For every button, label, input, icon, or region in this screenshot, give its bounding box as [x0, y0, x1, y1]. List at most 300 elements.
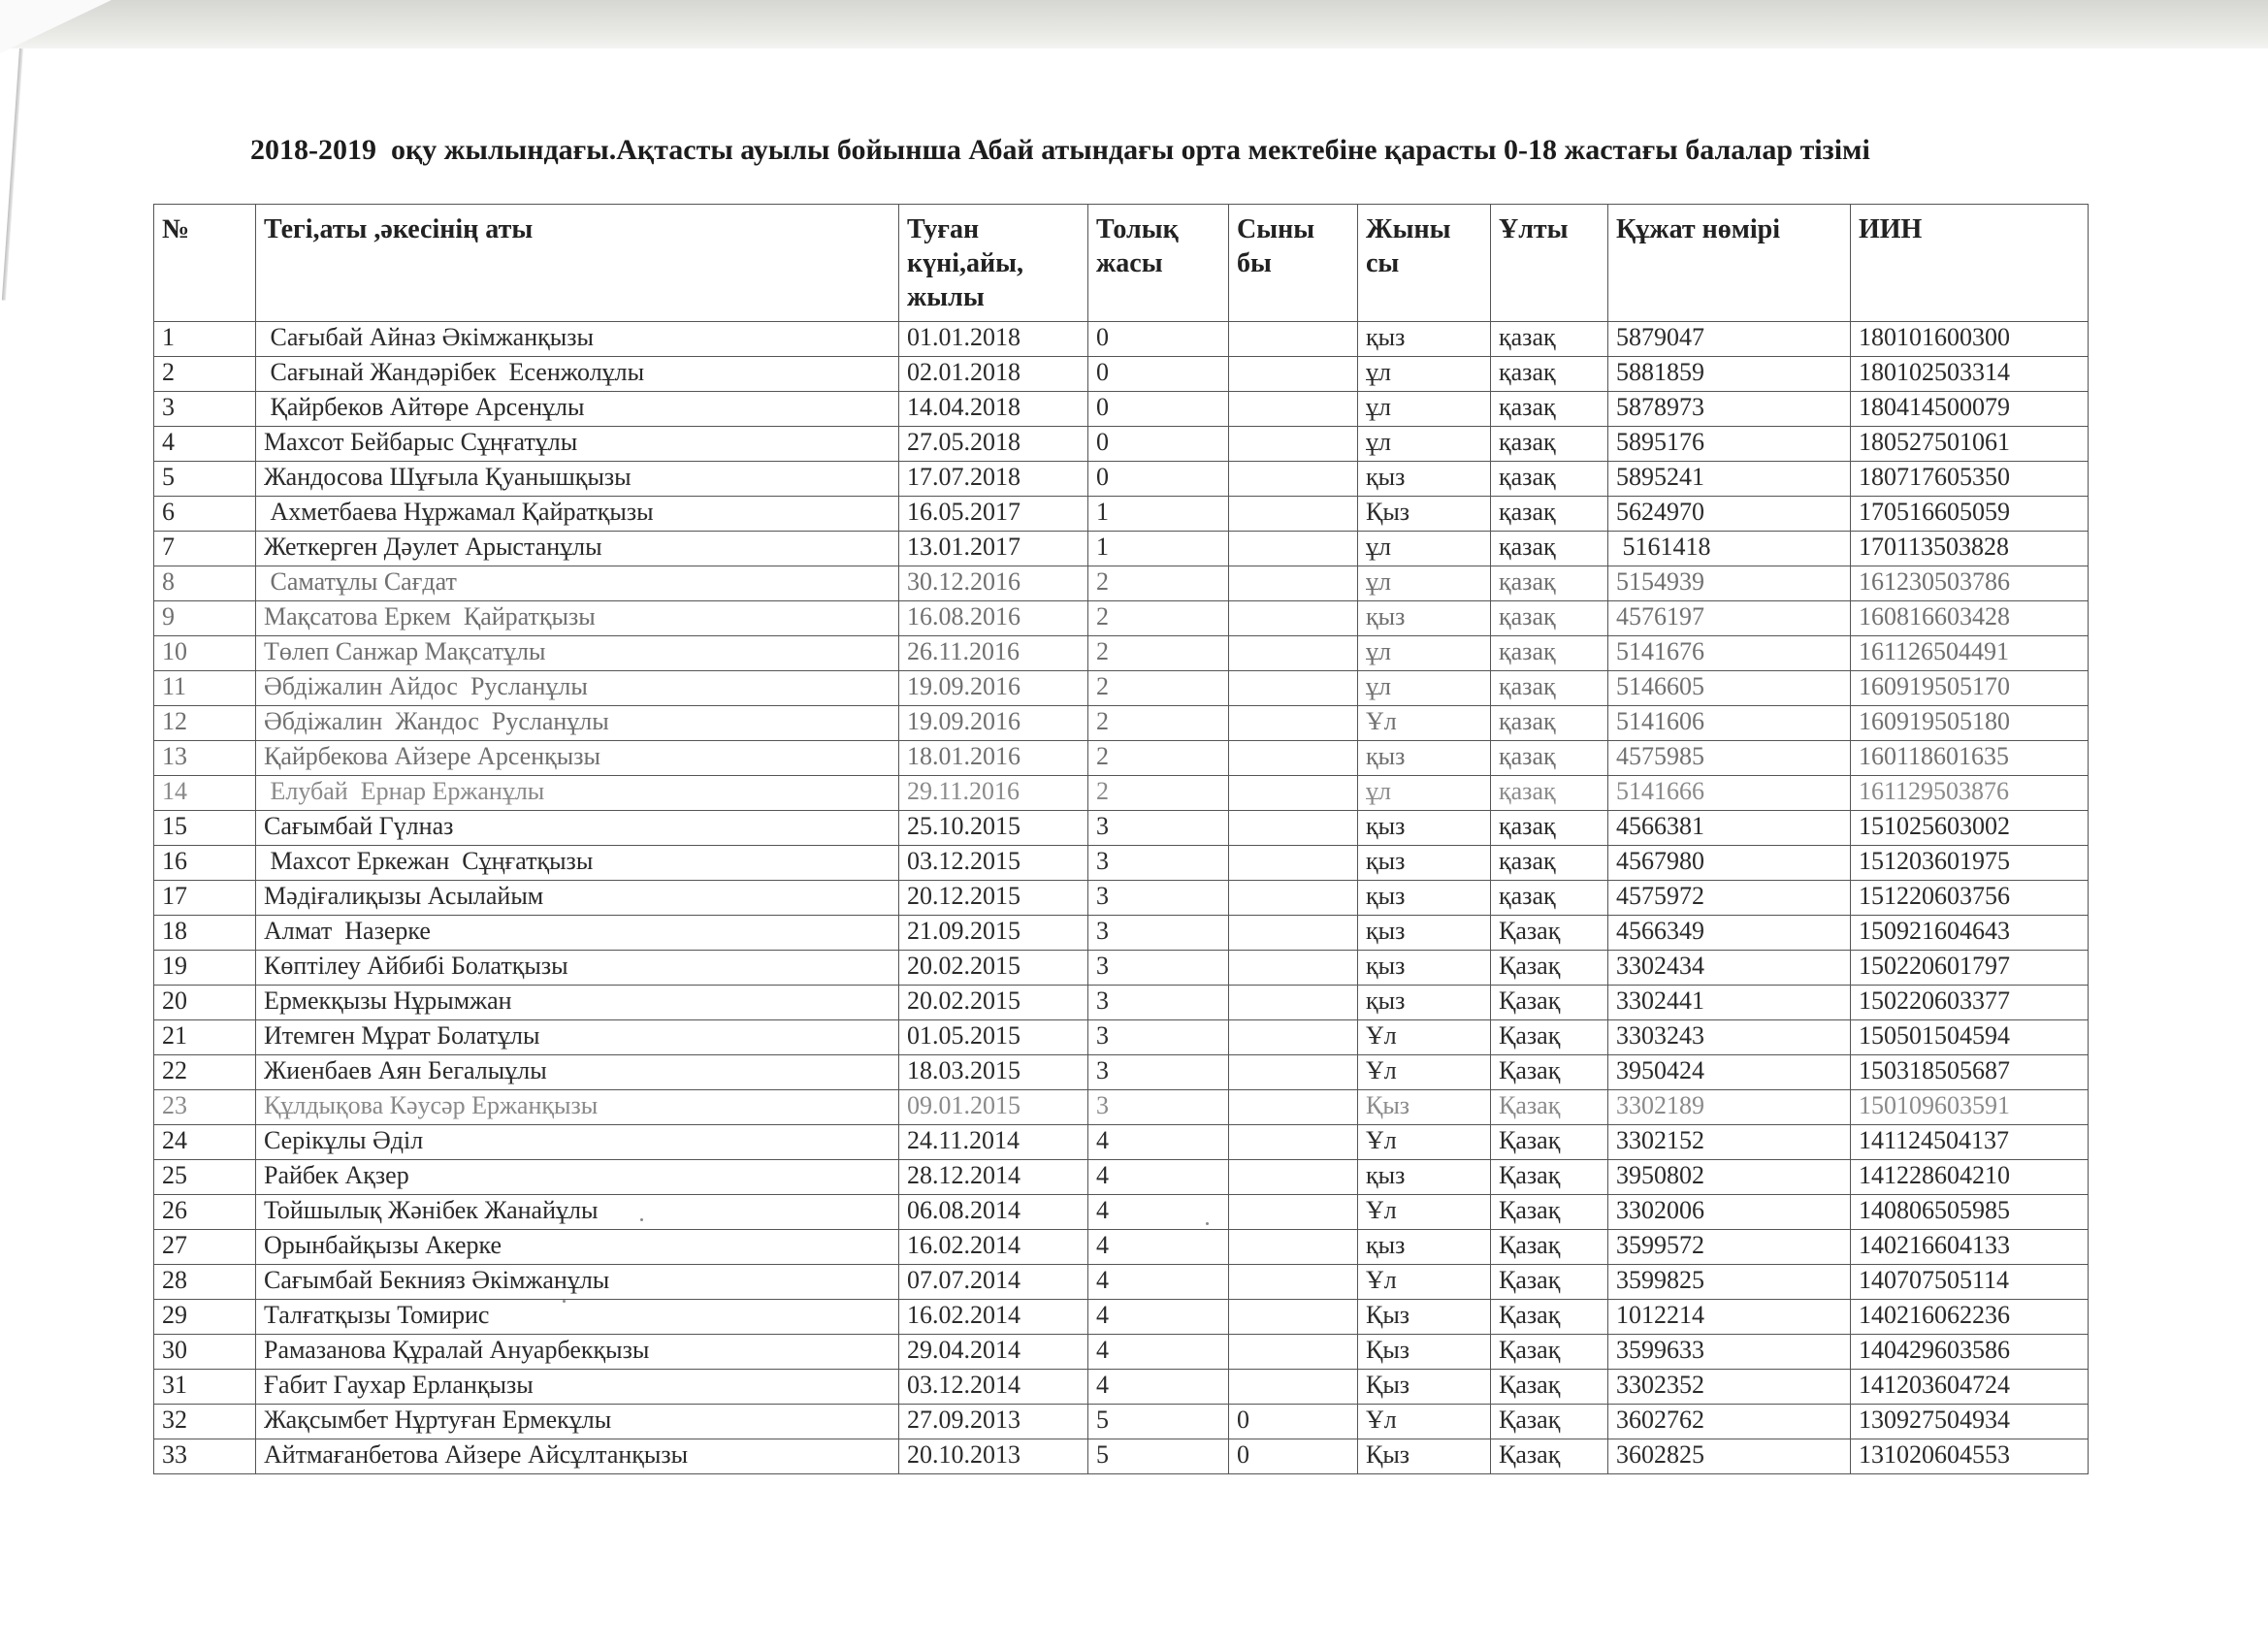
row-document-number: 1012214 — [1608, 1300, 1851, 1335]
row-date-of-birth: 03.12.2014 — [899, 1370, 1088, 1405]
row-document-number: 4576197 — [1608, 601, 1851, 636]
row-iin: 160919505170 — [1851, 671, 2089, 706]
row-full-name: Итемген Мұрат Болатұлы — [256, 1020, 899, 1055]
row-sex: Ұл — [1358, 706, 1491, 741]
row-iin: 161126504491 — [1851, 636, 2089, 671]
row-sex: Ұл — [1358, 1195, 1491, 1230]
row-number: 21 — [154, 1020, 256, 1055]
row-grade — [1229, 1195, 1358, 1230]
row-sex: ұл — [1358, 776, 1491, 811]
header-iin: ИИН — [1851, 205, 2089, 322]
row-iin: 161129503876 — [1851, 776, 2089, 811]
table-row — [154, 1055, 2089, 1090]
row-iin: 150220601797 — [1851, 951, 2089, 986]
row-date-of-birth: 24.11.2014 — [899, 1125, 1088, 1160]
row-document-number: 5879047 — [1608, 322, 1851, 357]
row-full-age: 4 — [1088, 1335, 1229, 1370]
row-full-age: 3 — [1088, 1090, 1229, 1125]
row-date-of-birth: 06.08.2014 — [899, 1195, 1088, 1230]
table-row — [154, 1160, 2089, 1195]
table-row — [154, 357, 2089, 392]
row-iin: 150921604643 — [1851, 916, 2089, 951]
row-sex: қыз — [1358, 846, 1491, 881]
row-nationality: Қазақ — [1491, 1230, 1608, 1265]
row-sex: қыз — [1358, 1230, 1491, 1265]
row-full-age: 2 — [1088, 566, 1229, 601]
row-iin: 140707505114 — [1851, 1265, 2089, 1300]
row-sex: ұл — [1358, 671, 1491, 706]
table-row — [154, 636, 2089, 671]
row-document-number: 5161418 — [1608, 532, 1851, 566]
table-row — [154, 1335, 2089, 1370]
row-number: 24 — [154, 1125, 256, 1160]
row-grade — [1229, 881, 1358, 916]
table-row — [154, 1090, 2089, 1125]
row-document-number: 3302189 — [1608, 1090, 1851, 1125]
row-full-name: Әбдіжалин Жандос Русланұлы — [256, 706, 899, 741]
row-number: 23 — [154, 1090, 256, 1125]
row-iin: 140216062236 — [1851, 1300, 2089, 1335]
row-sex: қыз — [1358, 916, 1491, 951]
row-sex: қыз — [1358, 462, 1491, 497]
row-date-of-birth: 17.07.2018 — [899, 462, 1088, 497]
row-number: 32 — [154, 1405, 256, 1439]
row-number: 14 — [154, 776, 256, 811]
row-full-name: Талғатқызы Томирис — [256, 1300, 899, 1335]
row-sex: ұл — [1358, 532, 1491, 566]
row-full-age: 3 — [1088, 1055, 1229, 1090]
row-nationality: Қазақ — [1491, 1439, 1608, 1474]
row-sex: Ұл — [1358, 1265, 1491, 1300]
row-nationality: қазақ — [1491, 811, 1608, 846]
row-document-number: 5141606 — [1608, 706, 1851, 741]
row-full-name: Рамазанова Құралай Ануарбекқызы — [256, 1335, 899, 1370]
row-full-name: Айтмағанбетова Айзере Айсұлтанқызы — [256, 1439, 899, 1474]
row-iin: 180527501061 — [1851, 427, 2089, 462]
row-number: 18 — [154, 916, 256, 951]
row-grade — [1229, 986, 1358, 1020]
row-date-of-birth: 03.12.2015 — [899, 846, 1088, 881]
row-document-number: 4566349 — [1608, 916, 1851, 951]
row-full-name: Орынбайқызы Акерке — [256, 1230, 899, 1265]
row-nationality: Қазақ — [1491, 1020, 1608, 1055]
header-sex-line-1: Жыны — [1366, 214, 1451, 244]
row-iin: 151203601975 — [1851, 846, 2089, 881]
header-age-line-1: Толық — [1096, 214, 1179, 244]
row-sex: ұл — [1358, 636, 1491, 671]
table-row — [154, 951, 2089, 986]
row-full-age: 5 — [1088, 1439, 1229, 1474]
header-date-of-birth — [899, 205, 1088, 322]
row-iin: 180101600300 — [1851, 322, 2089, 357]
row-grade: 0 — [1229, 1405, 1358, 1439]
row-sex: Қыз — [1358, 1370, 1491, 1405]
row-document-number: 3599572 — [1608, 1230, 1851, 1265]
row-number: 10 — [154, 636, 256, 671]
row-grade — [1229, 776, 1358, 811]
row-nationality: қазақ — [1491, 776, 1608, 811]
row-full-age: 0 — [1088, 322, 1229, 357]
row-full-age: 1 — [1088, 532, 1229, 566]
row-date-of-birth: 19.09.2016 — [899, 706, 1088, 741]
table-row — [154, 1265, 2089, 1300]
row-full-age: 4 — [1088, 1160, 1229, 1195]
row-grade — [1229, 1125, 1358, 1160]
table-row — [154, 671, 2089, 706]
row-nationality: қазақ — [1491, 601, 1608, 636]
table-row — [154, 1300, 2089, 1335]
row-number: 19 — [154, 951, 256, 986]
row-date-of-birth: 01.05.2015 — [899, 1020, 1088, 1055]
row-nationality: Қазақ — [1491, 986, 1608, 1020]
row-grade — [1229, 1335, 1358, 1370]
row-date-of-birth: 18.03.2015 — [899, 1055, 1088, 1090]
row-date-of-birth: 20.10.2013 — [899, 1439, 1088, 1474]
row-full-age: 2 — [1088, 741, 1229, 776]
row-full-age: 0 — [1088, 427, 1229, 462]
table-row — [154, 1020, 2089, 1055]
row-full-name: Жақсымбет Нұртуған Ермекұлы — [256, 1405, 899, 1439]
table-row — [154, 706, 2089, 741]
row-full-age: 3 — [1088, 986, 1229, 1020]
row-date-of-birth: 14.04.2018 — [899, 392, 1088, 427]
row-number: 12 — [154, 706, 256, 741]
row-grade — [1229, 392, 1358, 427]
row-full-name: Қайрбекова Айзере Арсенқызы — [256, 741, 899, 776]
row-nationality: қазақ — [1491, 671, 1608, 706]
row-document-number: 3302434 — [1608, 951, 1851, 986]
row-full-name: Махсот Еркежан Сұңғатқызы — [256, 846, 899, 881]
row-date-of-birth: 20.02.2015 — [899, 986, 1088, 1020]
row-iin: 140429603586 — [1851, 1335, 2089, 1370]
row-number: 17 — [154, 881, 256, 916]
row-number: 2 — [154, 357, 256, 392]
table-row — [154, 741, 2089, 776]
row-full-age: 4 — [1088, 1195, 1229, 1230]
row-grade — [1229, 1230, 1358, 1265]
row-document-number: 5895176 — [1608, 427, 1851, 462]
row-grade — [1229, 1020, 1358, 1055]
header-dob-line-1: Туған — [907, 214, 980, 244]
folded-page-corner — [0, 0, 112, 53]
row-date-of-birth: 16.05.2017 — [899, 497, 1088, 532]
table-body — [154, 322, 2089, 1474]
table-row — [154, 846, 2089, 881]
table-row — [154, 1195, 2089, 1230]
row-number: 31 — [154, 1370, 256, 1405]
row-sex: қыз — [1358, 601, 1491, 636]
row-nationality: Қазақ — [1491, 916, 1608, 951]
row-nationality: Қазақ — [1491, 1370, 1608, 1405]
row-document-number: 3599825 — [1608, 1265, 1851, 1300]
row-iin: 150220603377 — [1851, 986, 2089, 1020]
row-nationality: қазақ — [1491, 427, 1608, 462]
row-document-number: 5881859 — [1608, 357, 1851, 392]
row-full-name: Жандосова Шұғыла Қуанышқызы — [256, 462, 899, 497]
row-grade — [1229, 497, 1358, 532]
row-grade — [1229, 671, 1358, 706]
row-full-name: Елубай Ернар Ержанұлы — [256, 776, 899, 811]
row-document-number: 3302152 — [1608, 1125, 1851, 1160]
row-date-of-birth: 21.09.2015 — [899, 916, 1088, 951]
row-sex: Қыз — [1358, 1335, 1491, 1370]
row-sex: Қыз — [1358, 1300, 1491, 1335]
row-document-number: 3303243 — [1608, 1020, 1851, 1055]
row-sex: қыз — [1358, 811, 1491, 846]
row-number: 1 — [154, 322, 256, 357]
row-full-name: Қайрбеков Айтөре Арсенұлы — [256, 392, 899, 427]
row-number: 7 — [154, 532, 256, 566]
table-row — [154, 462, 2089, 497]
row-sex: Ұл — [1358, 1405, 1491, 1439]
row-iin: 180102503314 — [1851, 357, 2089, 392]
row-nationality: қазақ — [1491, 846, 1608, 881]
row-number: 26 — [154, 1195, 256, 1230]
row-date-of-birth: 18.01.2016 — [899, 741, 1088, 776]
row-full-age: 3 — [1088, 1020, 1229, 1055]
row-grade — [1229, 741, 1358, 776]
row-iin: 131020604553 — [1851, 1439, 2089, 1474]
row-document-number: 5141666 — [1608, 776, 1851, 811]
row-iin: 130927504934 — [1851, 1405, 2089, 1439]
row-nationality: қазақ — [1491, 357, 1608, 392]
row-nationality: Қазақ — [1491, 1265, 1608, 1300]
row-iin: 170516605059 — [1851, 497, 2089, 532]
row-full-name: Жиенбаев Аян Бегалыұлы — [256, 1055, 899, 1090]
row-document-number: 3302006 — [1608, 1195, 1851, 1230]
row-sex: Қыз — [1358, 497, 1491, 532]
row-grade — [1229, 357, 1358, 392]
row-sex: Ұл — [1358, 1125, 1491, 1160]
row-grade — [1229, 1160, 1358, 1195]
row-full-age: 1 — [1088, 497, 1229, 532]
row-document-number: 3602825 — [1608, 1439, 1851, 1474]
row-grade — [1229, 706, 1358, 741]
row-iin: 140806505985 — [1851, 1195, 2089, 1230]
header-document-number: Құжат нөмірі — [1608, 205, 1851, 322]
table-row — [154, 601, 2089, 636]
row-number: 29 — [154, 1300, 256, 1335]
row-date-of-birth: 30.12.2016 — [899, 566, 1088, 601]
row-grade — [1229, 636, 1358, 671]
row-date-of-birth: 27.09.2013 — [899, 1405, 1088, 1439]
row-sex: қыз — [1358, 1160, 1491, 1195]
table-row — [154, 916, 2089, 951]
table-row — [154, 1405, 2089, 1439]
header-sex-line-2: сы — [1366, 248, 1400, 278]
row-date-of-birth: 07.07.2014 — [899, 1265, 1088, 1300]
row-iin: 141203604724 — [1851, 1370, 2089, 1405]
table-row — [154, 1230, 2089, 1265]
row-full-name: Құлдықова Кәусәр Ержанқызы — [256, 1090, 899, 1125]
row-full-age: 0 — [1088, 462, 1229, 497]
row-sex: қыз — [1358, 986, 1491, 1020]
row-date-of-birth: 16.02.2014 — [899, 1300, 1088, 1335]
table-row — [154, 1125, 2089, 1160]
row-full-age: 0 — [1088, 392, 1229, 427]
row-sex: ұл — [1358, 427, 1491, 462]
table-row — [154, 427, 2089, 462]
row-date-of-birth: 13.01.2017 — [899, 532, 1088, 566]
row-date-of-birth: 20.02.2015 — [899, 951, 1088, 986]
row-number: 15 — [154, 811, 256, 846]
row-iin: 160919505180 — [1851, 706, 2089, 741]
row-date-of-birth: 27.05.2018 — [899, 427, 1088, 462]
table-row — [154, 986, 2089, 1020]
row-nationality: қазақ — [1491, 497, 1608, 532]
row-full-name: Ғабит Гаухар Ерланқызы — [256, 1370, 899, 1405]
row-date-of-birth: 01.01.2018 — [899, 322, 1088, 357]
row-sex: Қыз — [1358, 1090, 1491, 1125]
row-grade — [1229, 951, 1358, 986]
row-full-age: 0 — [1088, 357, 1229, 392]
row-full-name: Тойшылық Жәнібек Жанайұлы — [256, 1195, 899, 1230]
row-date-of-birth: 20.12.2015 — [899, 881, 1088, 916]
row-document-number: 4575985 — [1608, 741, 1851, 776]
scanner-shadow-top — [0, 0, 2268, 48]
row-full-name: Райбек Ақзер — [256, 1160, 899, 1195]
row-number: 33 — [154, 1439, 256, 1474]
row-full-name: Махсот Бейбарыс Сұңғатұлы — [256, 427, 899, 462]
row-date-of-birth: 16.08.2016 — [899, 601, 1088, 636]
row-document-number: 5141676 — [1608, 636, 1851, 671]
children-list-table — [153, 204, 2089, 1474]
row-nationality: Қазақ — [1491, 1405, 1608, 1439]
header-grade-line-1: Сыны — [1237, 214, 1315, 244]
row-full-age: 4 — [1088, 1300, 1229, 1335]
header-dob-line-2: күні,айы, — [907, 248, 1024, 278]
row-sex: ұл — [1358, 357, 1491, 392]
row-sex: Ұл — [1358, 1055, 1491, 1090]
row-sex: ұл — [1358, 566, 1491, 601]
row-document-number: 5624970 — [1608, 497, 1851, 532]
row-full-name: Сағынай Жандәрібек Есенжолұлы — [256, 357, 899, 392]
row-number: 3 — [154, 392, 256, 427]
row-document-number: 5146605 — [1608, 671, 1851, 706]
table-row — [154, 881, 2089, 916]
row-full-name: Саматұлы Сағдат — [256, 566, 899, 601]
row-document-number: 3599633 — [1608, 1335, 1851, 1370]
row-document-number: 4566381 — [1608, 811, 1851, 846]
row-nationality: қазақ — [1491, 741, 1608, 776]
table-header-row — [154, 205, 2089, 322]
table-row — [154, 1370, 2089, 1405]
row-nationality: Қазақ — [1491, 1055, 1608, 1090]
row-grade — [1229, 846, 1358, 881]
row-nationality: қазақ — [1491, 706, 1608, 741]
header-dob-line-3: жылы — [907, 282, 985, 312]
row-date-of-birth: 29.11.2016 — [899, 776, 1088, 811]
row-nationality: қазақ — [1491, 392, 1608, 427]
row-iin: 150109603591 — [1851, 1090, 2089, 1125]
row-nationality: қазақ — [1491, 636, 1608, 671]
row-iin: 180414500079 — [1851, 392, 2089, 427]
row-full-name: Алмат Назерке — [256, 916, 899, 951]
row-document-number: 5878973 — [1608, 392, 1851, 427]
row-iin: 150501504594 — [1851, 1020, 2089, 1055]
document-title: 2018-2019 оқу жылындағы.Ақтасты ауылы бойынша Абай атындағы орта мектебіне қарасты 0-18 жастағы балалар тізімі — [250, 134, 1870, 166]
header-nationality: Ұлты — [1491, 205, 1608, 322]
row-number: 4 — [154, 427, 256, 462]
row-nationality: Қазақ — [1491, 1125, 1608, 1160]
row-date-of-birth: 09.01.2015 — [899, 1090, 1088, 1125]
row-number: 30 — [154, 1335, 256, 1370]
row-sex: Ұл — [1358, 1020, 1491, 1055]
page-fold-edge — [2, 48, 23, 301]
row-sex: қыз — [1358, 322, 1491, 357]
row-grade — [1229, 1370, 1358, 1405]
row-full-age: 4 — [1088, 1265, 1229, 1300]
row-iin: 180717605350 — [1851, 462, 2089, 497]
row-iin: 151220603756 — [1851, 881, 2089, 916]
table-row — [154, 497, 2089, 532]
row-grade — [1229, 1055, 1358, 1090]
row-date-of-birth: 02.01.2018 — [899, 357, 1088, 392]
row-full-age: 3 — [1088, 916, 1229, 951]
row-date-of-birth: 26.11.2016 — [899, 636, 1088, 671]
row-iin: 161230503786 — [1851, 566, 2089, 601]
row-nationality: Қазақ — [1491, 1300, 1608, 1335]
row-date-of-birth: 19.09.2016 — [899, 671, 1088, 706]
row-number: 25 — [154, 1160, 256, 1195]
row-sex: Қыз — [1358, 1439, 1491, 1474]
row-full-name: Ахметбаева Нұржамал Қайратқызы — [256, 497, 899, 532]
row-grade — [1229, 566, 1358, 601]
row-full-name: Мақсатова Еркем Қайратқызы — [256, 601, 899, 636]
row-full-name: Жеткерген Дәулет Арыстанұлы — [256, 532, 899, 566]
table-row — [154, 776, 2089, 811]
row-full-name: Төлеп Санжар Мақсатұлы — [256, 636, 899, 671]
row-date-of-birth: 25.10.2015 — [899, 811, 1088, 846]
row-grade — [1229, 532, 1358, 566]
row-document-number: 3302441 — [1608, 986, 1851, 1020]
header-grade-line-2: бы — [1237, 248, 1272, 278]
row-number: 6 — [154, 497, 256, 532]
row-number: 13 — [154, 741, 256, 776]
row-iin: 150318505687 — [1851, 1055, 2089, 1090]
row-date-of-birth: 28.12.2014 — [899, 1160, 1088, 1195]
row-document-number: 3302352 — [1608, 1370, 1851, 1405]
row-document-number: 4575972 — [1608, 881, 1851, 916]
row-number: 28 — [154, 1265, 256, 1300]
row-full-age: 3 — [1088, 951, 1229, 986]
row-full-name: Сағымбай Бекнияз Әкімжанұлы — [256, 1265, 899, 1300]
row-full-age: 5 — [1088, 1405, 1229, 1439]
row-nationality: Қазақ — [1491, 1195, 1608, 1230]
row-grade — [1229, 427, 1358, 462]
row-sex: қыз — [1358, 741, 1491, 776]
row-iin: 140216604133 — [1851, 1230, 2089, 1265]
scan-speck — [640, 1218, 643, 1221]
row-number: 9 — [154, 601, 256, 636]
row-number: 22 — [154, 1055, 256, 1090]
row-grade — [1229, 811, 1358, 846]
header-number: № — [154, 205, 256, 322]
table-row — [154, 1439, 2089, 1474]
row-document-number: 3950802 — [1608, 1160, 1851, 1195]
row-sex: қыз — [1358, 951, 1491, 986]
row-full-name: Мәдіғалиқызы Асылайым — [256, 881, 899, 916]
row-iin: 141228604210 — [1851, 1160, 2089, 1195]
row-number: 27 — [154, 1230, 256, 1265]
row-full-age: 4 — [1088, 1125, 1229, 1160]
table-row — [154, 811, 2089, 846]
row-number: 16 — [154, 846, 256, 881]
row-iin: 170113503828 — [1851, 532, 2089, 566]
row-nationality: Қазақ — [1491, 951, 1608, 986]
row-document-number: 5154939 — [1608, 566, 1851, 601]
row-sex: ұл — [1358, 392, 1491, 427]
